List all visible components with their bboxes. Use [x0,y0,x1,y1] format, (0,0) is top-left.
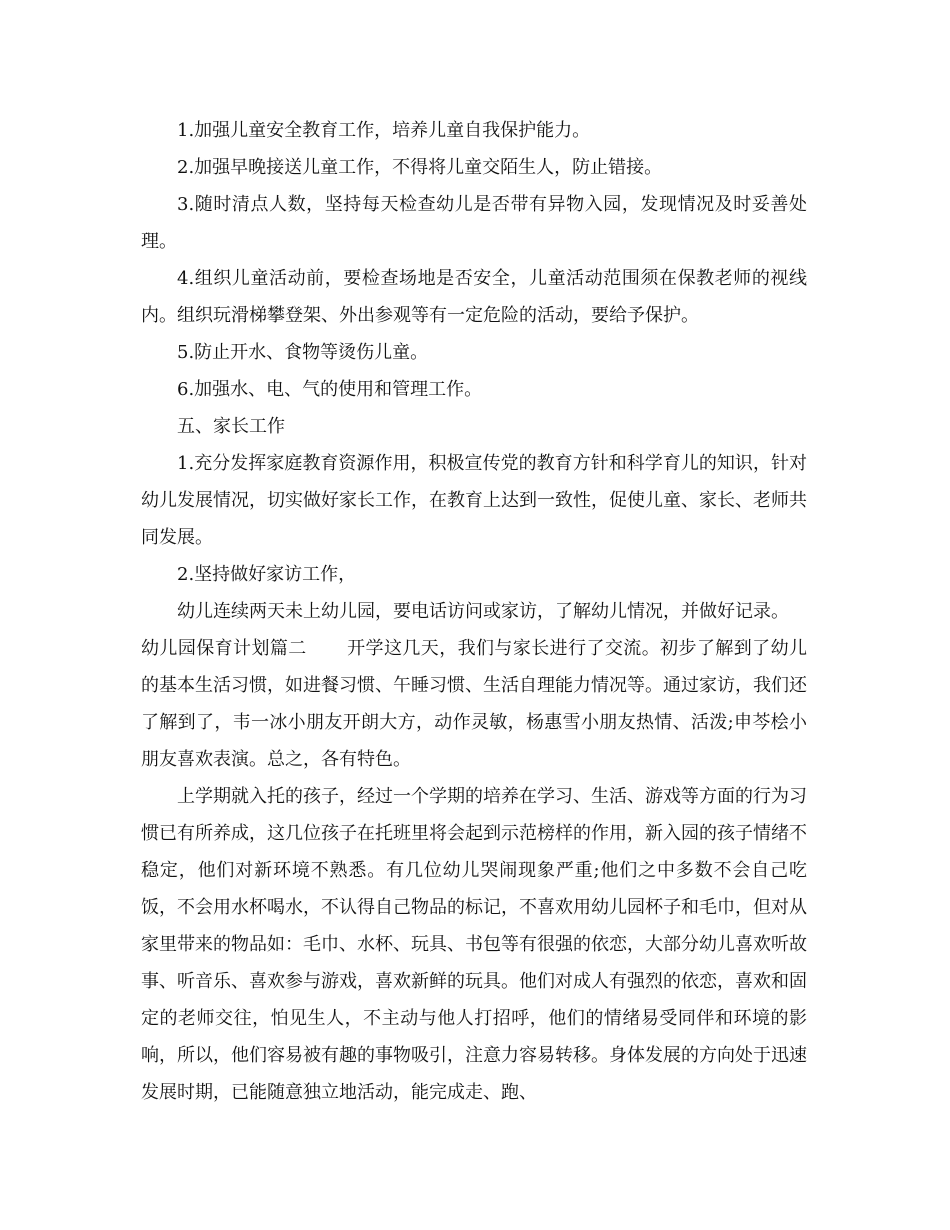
paragraph-safety-6: 6.加强水、电、气的使用和管理工作。 [177,379,483,400]
paragraph-children-habits: 上学期就入托的孩子，经过一个学期的培养在学习、生活、游戏等方面的行为习惯已有所养成，这几位孩子在托班里将会起到示范榜样的作用，新入园的孩子情绪不稳定，他们对新环境不熟悉。有几位幼儿哭闹现象严重;他们之中多数不会自己吃饭，不会用水杯喝水，不认得自己物品的标记，不喜欢用幼儿园杯子和毛巾，但对从家里带来的物品如：毛巾、水杯、玩具、书包等有很强的依恋，大部分幼儿喜欢听故事、听音乐、喜欢参与游戏，喜欢新鲜的玩具。他们对成人有强烈的依恋，喜欢和固定的老师交往，怕见生人，不主动与他人打招呼，他们的情绪易受同伴和环境的影响，所以，他们容易被有趣的事物吸引，注意力容易转移。身体发展的方向处于迅速发展时期，已能随意独立地活动，能完成走、跑、 [141,786,807,1103]
paragraph-home-visit: 幼儿连续两天未上幼儿园，要电话访问或家访，了解幼儿情况，并做好记录。 [177,601,789,622]
paragraph-parents-1: 1.充分发挥家庭教育资源作用，积极宣传党的教育方针和科学育儿的知识，针对幼儿发展情况，切实做好家长工作，在教育上达到一致性，促使儿童、家长、老师共同发展。 [141,453,807,548]
document-body [141,112,807,1111]
paragraph-safety-3: 3.随时清点人数，坚持每天检查幼儿是否带有异物入园，发现情况及时妥善处理。 [141,194,807,252]
paragraph-safety-4: 4.组织儿童活动前，要检查场地是否安全，儿童活动范围须在保教老师的视线内。组织玩滑梯攀登架、外出参观等有一定危险的活动，要给予保护。 [141,268,807,326]
paragraph-safety-5: 5.防止开水、食物等烫伤儿童。 [177,342,429,363]
paragraph-safety-1: 1.加强儿童安全教育工作，培养儿童自我保护能力。 [177,120,591,141]
paragraph-safety-2: 2.加强早晚接送儿童工作，不得将儿童交陌生人，防止错接。 [177,157,663,178]
section-heading-parents: 五、家长工作 [177,416,285,437]
paragraph-section-two [141,630,807,778]
paragraph-parents-2: 2.坚持做好家访工作， [177,564,357,585]
section-intro-text: 开学这几天，我们与家长进行了交流。初步了解到了幼儿的基本生活习惯，如进餐习惯、午睡习惯、生活自理能力情况等。通过家访，我们还了解到了，韦一冰小朋友开朗大方，动作灵敏，杨惠雪小朋友热情、活泼;申芩桧小朋友喜欢表演。总之，各有特色。 [141,638,808,770]
section-heading-title: 幼儿园保育计划篇二 [141,638,307,659]
